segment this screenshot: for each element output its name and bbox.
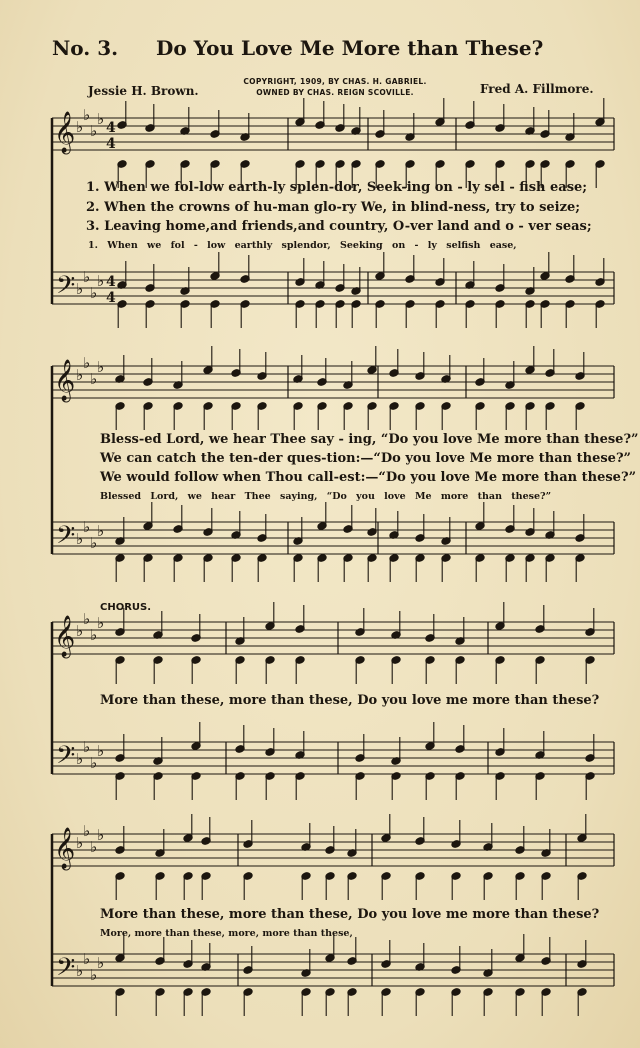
copyright-line-1: COPYRIGHT, 1909, BY CHAS. H. GABRIEL. <box>243 77 427 86</box>
system1-verse2: 2. When the crowns of hu-man glo-ry We, in blind-ness, try to seize; <box>86 200 581 215</box>
flat-icon: ♭ <box>90 626 98 644</box>
system2-verse3: We would follow when Thou call-est:—“Do you love Me more than these?” <box>100 470 637 485</box>
flat-icon: ♭ <box>97 522 105 540</box>
treble-clef-icon: 𝄞 <box>54 360 76 401</box>
flat-icon: ♭ <box>83 950 91 968</box>
treble-clef-icon: 𝄞 <box>54 828 76 869</box>
flat-icon: ♭ <box>90 966 98 984</box>
flat-icon: ♭ <box>83 106 91 124</box>
time-signature-top: 4 <box>106 120 116 136</box>
bass-clef-icon: 𝄢 <box>56 271 76 306</box>
hymn-title: Do You Love Me More than These? <box>156 36 544 60</box>
flat-icon: ♭ <box>90 284 98 302</box>
flat-icon: ♭ <box>76 280 84 298</box>
system1-verse3: 3. Leaving home,and friends,and country, O-ver land and o - ver seas; <box>86 219 592 234</box>
flat-icon: ♭ <box>97 614 105 632</box>
flat-icon: ♭ <box>90 754 98 772</box>
system4-chorus-lyric: More than these, more than these, Do you love me more than these? <box>100 907 600 922</box>
flat-icon: ♭ <box>76 622 84 640</box>
flat-icon: ♭ <box>90 122 98 140</box>
flat-icon: ♭ <box>76 962 84 980</box>
lyricist-credit: Jessie H. Brown. <box>88 84 199 98</box>
system1-bass-lyric: 1. When we fol - low earthly splendor, Seeking on - ly selfish ease, <box>88 240 517 251</box>
flat-icon: ♭ <box>83 518 91 536</box>
flat-icon: ♭ <box>97 954 105 972</box>
flat-icon: ♭ <box>83 610 91 628</box>
flat-icon: ♭ <box>76 118 84 136</box>
system2-verse1: Bless-ed Lord, we hear Thee say - ing, “Do you love Me more than these?” <box>100 432 639 447</box>
flat-icon: ♭ <box>76 366 84 384</box>
flat-icon: ♭ <box>97 826 105 844</box>
copyright-line-2: OWNED BY CHAS. REIGN SCOVILLE. <box>256 88 414 97</box>
time-signature-bottom: 4 <box>106 136 116 152</box>
treble-clef-icon: 𝄞 <box>54 112 76 153</box>
flat-icon: ♭ <box>76 530 84 548</box>
time-signature-bottom: 4 <box>106 290 116 306</box>
system1-verse1: 1. When we fol-low earth-ly splen-dor, Seek-ing on - ly sel - fish ease; <box>86 180 588 195</box>
flat-icon: ♭ <box>97 272 105 290</box>
system2-bass-lyric: Blessed Lord, we hear Thee saying, “Do you love Me more than these?” <box>100 491 552 502</box>
chorus-label: CHORUS. <box>100 602 152 613</box>
flat-icon: ♭ <box>97 110 105 128</box>
system4-bass-lyric: More, more than these, more, more than these, <box>100 928 353 939</box>
flat-icon: ♭ <box>90 838 98 856</box>
flat-icon: ♭ <box>83 822 91 840</box>
composer-credit: Fred A. Fillmore. <box>480 82 594 96</box>
flat-icon: ♭ <box>83 738 91 756</box>
bass-clef-icon: 𝄢 <box>56 953 76 988</box>
time-signature-top: 4 <box>106 274 116 290</box>
system2-verse2: We can catch the ten-der ques-tion:—“Do you love Me more than these?” <box>100 451 632 466</box>
flat-icon: ♭ <box>90 534 98 552</box>
bass-clef-icon: 𝄢 <box>56 521 76 556</box>
bass-clef-icon: 𝄢 <box>56 741 76 776</box>
flat-icon: ♭ <box>76 750 84 768</box>
system3-chorus-lyric: More than these, more than these, Do you love me more than these? <box>100 693 600 708</box>
flat-icon: ♭ <box>83 268 91 286</box>
flat-icon: ♭ <box>97 358 105 376</box>
treble-clef-icon: 𝄞 <box>54 616 76 657</box>
flat-icon: ♭ <box>83 354 91 372</box>
hymn-number: No. 3. <box>52 36 119 60</box>
flat-icon: ♭ <box>76 834 84 852</box>
flat-icon: ♭ <box>97 742 105 760</box>
flat-icon: ♭ <box>90 370 98 388</box>
